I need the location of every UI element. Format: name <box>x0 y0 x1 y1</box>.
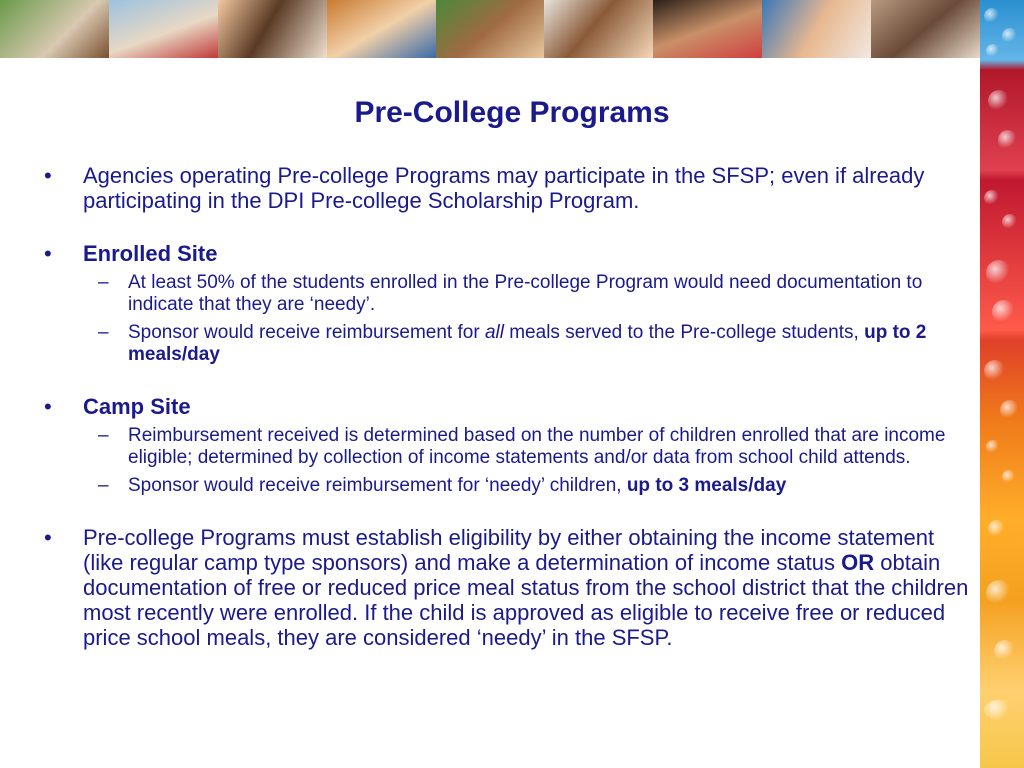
bullet-marker: • <box>44 525 52 550</box>
bullet-heading: Camp Site <box>83 394 191 419</box>
bullet-marker: • <box>44 241 52 266</box>
sub-item-camp-reimbursement <box>40 475 978 497</box>
banner-photo-1 <box>0 0 109 58</box>
dash-marker: – <box>98 272 109 293</box>
banner-photo-9 <box>871 0 980 58</box>
sub-item-camp-reimbursement-basis <box>40 425 978 469</box>
banner-photo-8 <box>762 0 871 58</box>
bullet-enrolled-site <box>40 241 978 266</box>
photo-banner <box>0 0 980 58</box>
banner-photo-2 <box>109 0 218 58</box>
banner-photo-5 <box>436 0 545 58</box>
bullet-marker: • <box>44 163 52 188</box>
sub-item-enrolled-reimbursement <box>40 322 978 366</box>
sub-item-text-italic: all <box>484 322 504 343</box>
page-title: Pre-College Programs <box>354 96 670 129</box>
bullet-marker: • <box>44 394 52 419</box>
sub-item-text: Reimbursement received is determined based on the number of children enrolled that are income eligible; determined by collection of income statements and/or data from school child attends. <box>128 425 946 468</box>
dash-marker: – <box>98 322 109 343</box>
sub-item-text-mid: meals served to the Pre-college students, <box>503 322 865 343</box>
dash-marker: – <box>98 425 109 446</box>
bullet-camp-site <box>40 394 978 419</box>
bullet-eligibility <box>40 525 978 650</box>
bullet-agencies <box>40 163 978 213</box>
sub-item-text: At least 50% of the students enrolled in the Pre-college Program would need documentation to indicate that they are ‘needy’. <box>128 272 923 315</box>
banner-photo-7 <box>653 0 762 58</box>
sub-item-enrolled-documentation <box>40 272 978 316</box>
bullet-text: Agencies operating Pre-college Programs may participate in the SFSP; even if already participating in the DPI Pre-college Scholarship Program. <box>83 163 925 213</box>
bullet-text-bold: OR <box>841 550 875 575</box>
sub-item-text-bold: up to 2 meals/day <box>128 322 927 365</box>
sub-item-text-bold: up to 3 meals/day <box>626 475 787 496</box>
bullet-text-pre: Pre-college Programs must establish eligibility by either obtaining the income statement (like regular camp type sponsors) and make a determination of income status <box>83 525 935 575</box>
slide-content <box>40 163 978 650</box>
dash-marker: – <box>98 475 109 496</box>
sub-item-text-pre: Sponsor would receive reimbursement for ‘needy’ children, <box>128 475 627 496</box>
sub-item-text-pre: Sponsor would receive reimbursement for <box>128 322 485 343</box>
banner-photo-6 <box>544 0 653 58</box>
banner-photo-4 <box>327 0 436 58</box>
banner-photo-3 <box>218 0 327 58</box>
bullet-text-post: obtain documentation of free or reduced price meal status from the school district that the children most recently were enrolled. If the child is approved as eligible to receive free or reduced price school meals, they are considered ‘needy’ in the SFSP. <box>83 550 969 650</box>
bullet-heading: Enrolled Site <box>83 241 218 266</box>
